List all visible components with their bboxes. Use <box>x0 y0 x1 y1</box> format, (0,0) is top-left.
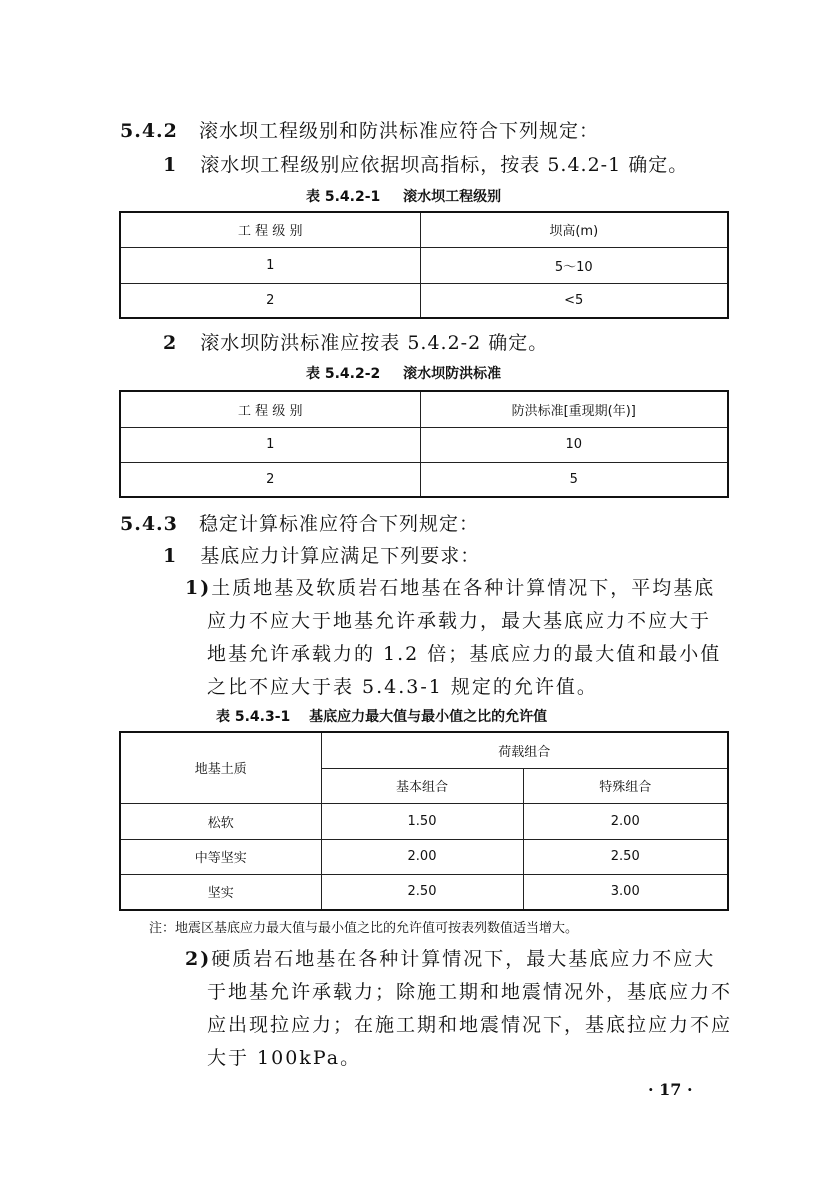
section-number: 5.4.2 <box>120 120 178 142</box>
table-cell: 10 <box>420 427 728 462</box>
table-5-4-3-1 <box>119 731 729 911</box>
table-cell: 3.00 <box>523 874 728 910</box>
paragraph-line: 土质地基及软质岩石地基在各种计算情况下，平均基底 <box>211 577 716 599</box>
item-number: 1 <box>163 545 178 567</box>
table-cell: 5～10 <box>420 247 728 283</box>
item-1 <box>163 150 688 177</box>
table-cell: 中等坚实 <box>120 839 321 874</box>
header-cell: 基本组合 <box>321 768 523 803</box>
header-cell: 荷载组合 <box>321 732 728 768</box>
header-cell: 坝高(m) <box>420 212 728 247</box>
section-title: 稳定计算标准应符合下列规定： <box>198 513 479 535</box>
table-cell: 1 <box>120 427 420 462</box>
caption-title: 滚水坝工程级别 <box>403 189 502 205</box>
table-row <box>120 462 728 497</box>
page-number: · 17 · <box>648 1080 693 1099</box>
header-cell: 工 程 级 别 <box>120 391 420 427</box>
item-text: 滚水坝工程级别应依据坝高指标，按表 5.4.2-1 确定。 <box>200 154 689 176</box>
table-5-4-2-1 <box>119 211 729 319</box>
table-5-4-2-2 <box>119 390 729 498</box>
header-cell: 工 程 级 别 <box>120 212 420 247</box>
subitem-number: 2) <box>185 948 212 970</box>
paragraph-line: 大于 100kPa。 <box>207 1047 362 1069</box>
table-cell: 松软 <box>120 803 321 839</box>
table-cell: 1 <box>120 247 420 283</box>
table-row <box>120 247 728 283</box>
item-text: 基底应力计算应满足下列要求： <box>200 545 481 567</box>
table-header-row <box>120 212 728 247</box>
section-number: 5.4.3 <box>120 513 178 535</box>
section-title: 滚水坝工程级别和防洪标准应符合下列规定： <box>198 120 599 142</box>
item-1 <box>163 541 480 568</box>
table-cell: 2.00 <box>321 839 523 874</box>
paragraph-line: 地基允许承载力的 1.2 倍；基底应力的最大值和最小值 <box>207 643 722 665</box>
header-cell: 防洪标准[重现期(年)] <box>420 391 728 427</box>
table-3-caption <box>216 706 547 726</box>
table-cell: 2.00 <box>523 803 728 839</box>
subitem-number: 1) <box>185 577 212 599</box>
table-cell: 2.50 <box>523 839 728 874</box>
table-2-caption <box>306 363 501 383</box>
section-5-4-2-heading <box>120 116 599 143</box>
header-cell: 地基土质 <box>120 732 321 803</box>
table-row <box>120 874 728 910</box>
table-cell: 1.50 <box>321 803 523 839</box>
table-note: 注：地震区基底应力最大值与最小值之比的允许值可按表列数值适当增大。 <box>149 921 579 936</box>
table-cell: 2 <box>120 283 420 318</box>
table-header-row <box>120 732 728 768</box>
table-row <box>120 803 728 839</box>
paragraph-line: 之比不应大于表 5.4.3-1 规定的允许值。 <box>207 676 598 698</box>
table-1-caption <box>306 186 501 206</box>
header-cell: 特殊组合 <box>523 768 728 803</box>
item-2 <box>163 328 548 355</box>
subitem-2 <box>185 943 732 1075</box>
caption-title: 基底应力最大值与最小值之比的允许值 <box>309 709 548 725</box>
paragraph-line: 应出现拉应力；在施工期和地震情况下，基底拉应力不应 <box>207 1014 733 1036</box>
table-row <box>120 283 728 318</box>
table-cell: 坚实 <box>120 874 321 910</box>
caption-title: 滚水坝防洪标准 <box>403 366 502 382</box>
item-text: 滚水坝防洪标准应按表 5.4.2-2 确定。 <box>200 332 549 354</box>
section-5-4-3-heading <box>120 509 479 536</box>
caption-number: 表 5.4.2-2 <box>306 366 381 382</box>
paragraph-line: 应力不应大于地基允许承载力，最大基底应力不应大于 <box>207 610 712 632</box>
subitem-1 <box>185 572 721 704</box>
paragraph-line: 于地基允许承载力；除施工期和地震情况外，基底应力不 <box>207 981 733 1003</box>
table-cell: 2.50 <box>321 874 523 910</box>
caption-number: 表 5.4.2-1 <box>306 189 381 205</box>
item-number: 1 <box>163 154 178 176</box>
paragraph-line: 硬质岩石地基在各种计算情况下，最大基底应力不应大 <box>211 948 716 970</box>
table-row <box>120 839 728 874</box>
caption-number: 表 5.4.3-1 <box>216 709 291 725</box>
table-cell: 5 <box>420 462 728 497</box>
table-header-row <box>120 391 728 427</box>
table-row <box>120 427 728 462</box>
table-cell: 2 <box>120 462 420 497</box>
table-cell: <5 <box>420 283 728 318</box>
item-number: 2 <box>163 332 178 354</box>
